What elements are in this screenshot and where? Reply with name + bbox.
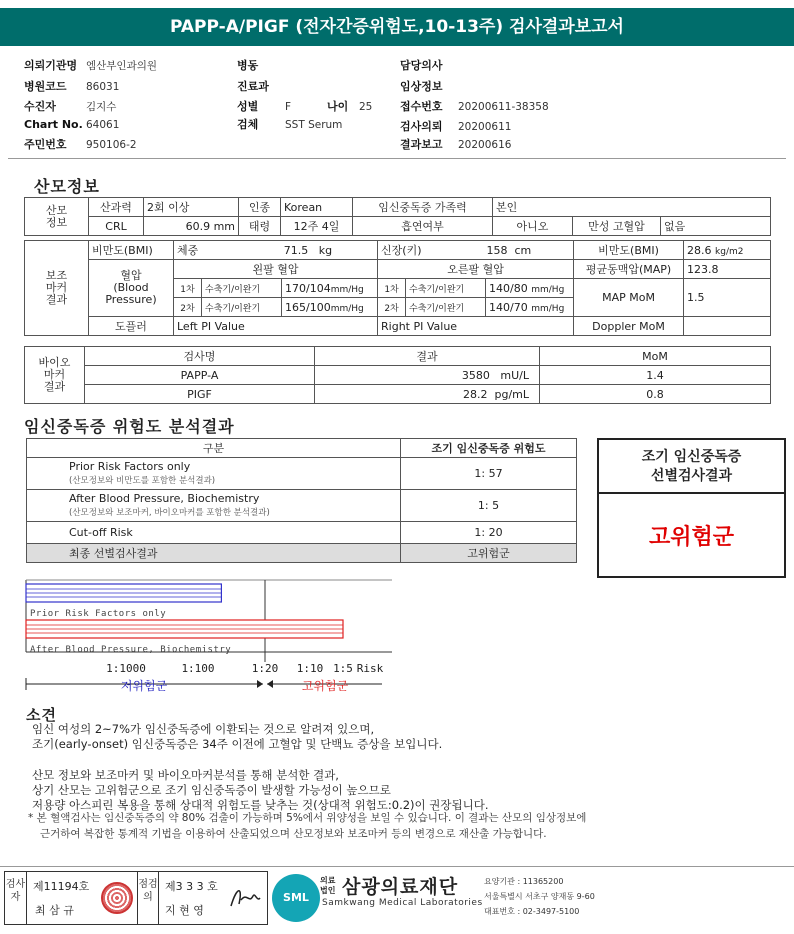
header-row: 수진자 김지수 bbox=[24, 100, 117, 113]
inspector-license: 제11194호 bbox=[33, 880, 90, 893]
screening-result-box bbox=[597, 438, 786, 578]
tick-label: 1:10 bbox=[296, 662, 324, 675]
seal-stamp-icon bbox=[101, 882, 133, 914]
notes-line: 저용량 아스피린 복용을 통해 상대적 위험도를 낮추는 것(상대적 위험도:0.2)이 권장됩니다. bbox=[32, 798, 489, 812]
weight-cell: 체중 71.5 kg bbox=[174, 241, 378, 260]
bmi-label: 비만도(BMI) bbox=[89, 241, 174, 260]
bp-label: 혈압 (Blood Pressure) bbox=[89, 260, 174, 317]
notes-line: 상기 산모는 고위험군으로 조기 임신중독증이 발생할 가능성이 높으므로 bbox=[32, 783, 391, 797]
family-history-label: 임신중독증 가족력 bbox=[353, 198, 493, 217]
aux-row-label: 보조 마커 결과 bbox=[25, 241, 89, 336]
header-row: 임상정보 bbox=[400, 80, 443, 93]
bio-value: 3580 mU/L bbox=[315, 366, 540, 385]
header-row: 검사의뢰 20200611 bbox=[400, 120, 512, 133]
inspector-label: 검사자 bbox=[5, 872, 27, 924]
org-contact bbox=[484, 874, 595, 919]
sys-dia-label: 수축기/이완기 bbox=[202, 298, 282, 317]
header-row: 의뢰기관명 엠산부인과의원 bbox=[24, 59, 158, 72]
maternal-row-label: 산모 정보 bbox=[25, 198, 89, 236]
header-row: 성별 F bbox=[237, 100, 292, 113]
left-bp-2: 165/100mm/Hg bbox=[282, 298, 378, 317]
bio-mom: 1.4 bbox=[540, 366, 771, 385]
screening-result-title: 조기 임신중독증 선별검사결과 bbox=[599, 440, 784, 494]
final-result-value: 고위험군 bbox=[401, 544, 577, 563]
risk-col-value: 조기 임신중독증 위험도 bbox=[401, 439, 577, 458]
footnote-line: 근거하여 복잡한 통계적 기법을 이용하여 산출되었으며 산모정보와 보조마커 등의 변경으로 재산출 가능합니다. bbox=[40, 828, 547, 840]
risk-row-name: Prior Risk Factors only (산모정보와 비만도를 포함한 분석결과) bbox=[27, 458, 401, 490]
aux-marker-table bbox=[24, 240, 771, 336]
header-row: 결과보고 20200616 bbox=[400, 138, 512, 151]
risk-row-value: 1: 20 bbox=[401, 522, 577, 544]
bar-label: After Blood Pressure, Biochemistry bbox=[30, 645, 232, 655]
maternal-table bbox=[24, 197, 771, 236]
maternal-section-title: 산모정보 bbox=[34, 177, 100, 196]
tick-label: 1:100 bbox=[181, 662, 215, 675]
table-row bbox=[27, 522, 577, 544]
inspector-name: 최 삼 규 bbox=[35, 904, 74, 917]
bio-col-name: 검사명 bbox=[85, 347, 315, 366]
sys-dia-label: 수축기/이완기 bbox=[202, 279, 282, 298]
tick-label: Risk bbox=[356, 662, 384, 675]
tick-label: 1:5 bbox=[333, 662, 353, 675]
bio-name: PAPP-A bbox=[85, 366, 315, 385]
bio-value: 28.2 pg/mL bbox=[315, 385, 540, 404]
notes-line: 산모 정보와 보조마커 및 바이오마커분석를 통해 분석한 결과, bbox=[32, 768, 339, 782]
bp-first-label: 1차 bbox=[378, 279, 406, 298]
arrow-head bbox=[257, 680, 263, 688]
left-pi-label: Left PI Value bbox=[174, 317, 378, 336]
risk-row-name: Cut-off Risk bbox=[27, 522, 401, 544]
header-row: 접수번호 20200611-38358 bbox=[400, 100, 549, 113]
crl-value: 60.9 mm bbox=[144, 217, 239, 236]
notes-body bbox=[32, 722, 489, 813]
bp-first-label: 1차 bbox=[174, 279, 202, 298]
risk-table bbox=[26, 438, 577, 563]
header-row: 병동 bbox=[237, 59, 259, 72]
table-row bbox=[25, 366, 771, 385]
risk-chart bbox=[20, 576, 400, 698]
header-row: 검체 SST Serum bbox=[237, 118, 343, 131]
htn-label: 만성 고혈압 bbox=[573, 217, 661, 236]
footer bbox=[0, 866, 794, 934]
tick-label: 1:1000 bbox=[106, 662, 146, 675]
table-row bbox=[27, 458, 577, 490]
footer-divider bbox=[0, 866, 794, 867]
notes-footnote bbox=[28, 810, 586, 842]
sys-dia-label: 수축기/이완기 bbox=[406, 298, 486, 317]
smoking-value: 아니오 bbox=[493, 217, 573, 236]
race-value: Korean bbox=[281, 198, 353, 217]
sml-logo-icon: SML bbox=[272, 874, 320, 922]
right-bp-1: 140/80 mm/Hg bbox=[486, 279, 574, 298]
notes-title: 소견 bbox=[26, 706, 57, 724]
table-row bbox=[25, 385, 771, 404]
doppler-label: 도플러 bbox=[89, 317, 174, 336]
header-row: 담당의사 bbox=[400, 59, 443, 72]
risk-section-title: 임신중독증 위험도 분석결과 bbox=[24, 417, 235, 436]
bar-label: Prior Risk Factors only bbox=[30, 609, 167, 619]
org-contact-line: 요양기관 : 11365200 bbox=[484, 877, 564, 886]
risk-col-class: 구분 bbox=[27, 439, 401, 458]
bp-second-label: 2차 bbox=[174, 298, 202, 317]
org-contact-line: 대표번호 : 02-3497-5100 bbox=[484, 907, 580, 916]
risk-row-name: After Blood Pressure, Biochemistry (산모정보와 보조마커, 바이오마커를 포함한 분석결과) bbox=[27, 490, 401, 522]
reviewer-label: 점검의 bbox=[137, 872, 159, 924]
screening-result-value: 고위험군 bbox=[648, 525, 734, 550]
parity-value: 2회 이상 bbox=[144, 198, 239, 217]
header-row: 주민번호 950106-2 bbox=[24, 138, 137, 151]
header-row: 병원코드 86031 bbox=[24, 80, 120, 93]
bio-col-result: 결과 bbox=[315, 347, 540, 366]
map-mom-label: MAP MoM bbox=[574, 279, 684, 317]
divider bbox=[8, 158, 786, 159]
sys-dia-label: 수축기/이완기 bbox=[406, 279, 486, 298]
bmi-label-2: 비만도(BMI) bbox=[574, 241, 684, 260]
org-name: 삼광의료재단 bbox=[342, 876, 459, 898]
family-history-value: 본인 bbox=[493, 198, 771, 217]
left-bp-1: 170/104mm/Hg bbox=[282, 279, 378, 298]
header-row: Chart No. 64061 bbox=[24, 118, 120, 131]
notes-line: 조기(early-onset) 임신중독증은 34주 이전에 고혈압 및 단백뇨 증상을 보입니다. bbox=[32, 737, 443, 751]
ga-value: 12주 4일 bbox=[281, 217, 353, 236]
map-value: 123.8 bbox=[684, 260, 771, 279]
final-result-label: 최종 선별검사결과 bbox=[27, 544, 401, 563]
reviewer-license: 제3 3 3 호 bbox=[165, 880, 218, 893]
crl-label: CRL bbox=[89, 217, 144, 236]
bio-row-label: 바이오 마커 결과 bbox=[25, 347, 85, 404]
map-label: 평균동맥압(MAP) bbox=[574, 260, 684, 279]
arrow-head bbox=[267, 680, 273, 688]
high-risk-label: 고위험군 bbox=[301, 679, 349, 693]
tick-label: 1:20 bbox=[251, 662, 279, 675]
header-row: 진료과 bbox=[237, 80, 269, 93]
height-cell: 신장(키) 158 cm bbox=[378, 241, 574, 260]
parity-label: 산과력 bbox=[89, 198, 144, 217]
bio-col-mom: MoM bbox=[540, 347, 771, 366]
bio-name: PIGF bbox=[85, 385, 315, 404]
map-mom-value: 1.5 bbox=[684, 279, 771, 317]
risk-row-value: 1: 57 bbox=[401, 458, 577, 490]
low-risk-label: 저위험군 bbox=[120, 679, 168, 693]
bmi-value-cell: 28.6 kg/m2 bbox=[684, 241, 771, 260]
doppler-mom-value bbox=[684, 317, 771, 336]
notes-line: 임신 여성의 2~7%가 임신중독증에 이환되는 것으로 알려져 있으며, bbox=[32, 722, 375, 736]
org-contact-line: 서울특별시 서초구 양재동 9-60 bbox=[484, 892, 595, 901]
right-pi-label: Right PI Value bbox=[378, 317, 574, 336]
right-arm-label: 오른팔 혈압 bbox=[378, 260, 574, 279]
bio-mom: 0.8 bbox=[540, 385, 771, 404]
doppler-mom-label: Doppler MoM bbox=[574, 317, 684, 336]
left-arm-label: 왼팔 혈압 bbox=[174, 260, 378, 279]
org-english-name: Samkwang Medical Laboratories bbox=[322, 898, 483, 908]
footnote-line: * 본 혈액검사는 임신중독증의 약 80% 검출이 가능하며 5%에서 위양성을 보일 수 있습니다. 이 결과는 산모의 임상정보에 bbox=[28, 812, 587, 824]
race-label: 인종 bbox=[239, 198, 281, 217]
header-row-age: 나이 25 bbox=[327, 100, 373, 113]
report-title: PAPP-A/PIGF (전자간증위험도,10-13주) 검사결과보고서 bbox=[0, 8, 794, 46]
ga-label: 태령 bbox=[239, 217, 281, 236]
bio-marker-table bbox=[24, 346, 771, 404]
org-prefix: 의료법인 bbox=[320, 876, 336, 895]
signature-icon bbox=[227, 882, 263, 914]
reviewer-name: 지 현 영 bbox=[165, 904, 204, 917]
bp-second-label: 2차 bbox=[378, 298, 406, 317]
signature-box bbox=[4, 871, 268, 925]
right-bp-2: 140/70 mm/Hg bbox=[486, 298, 574, 317]
htn-value: 없음 bbox=[661, 217, 771, 236]
smoking-label: 흡연여부 bbox=[353, 217, 493, 236]
table-row bbox=[27, 490, 577, 522]
risk-row-value: 1: 5 bbox=[401, 490, 577, 522]
